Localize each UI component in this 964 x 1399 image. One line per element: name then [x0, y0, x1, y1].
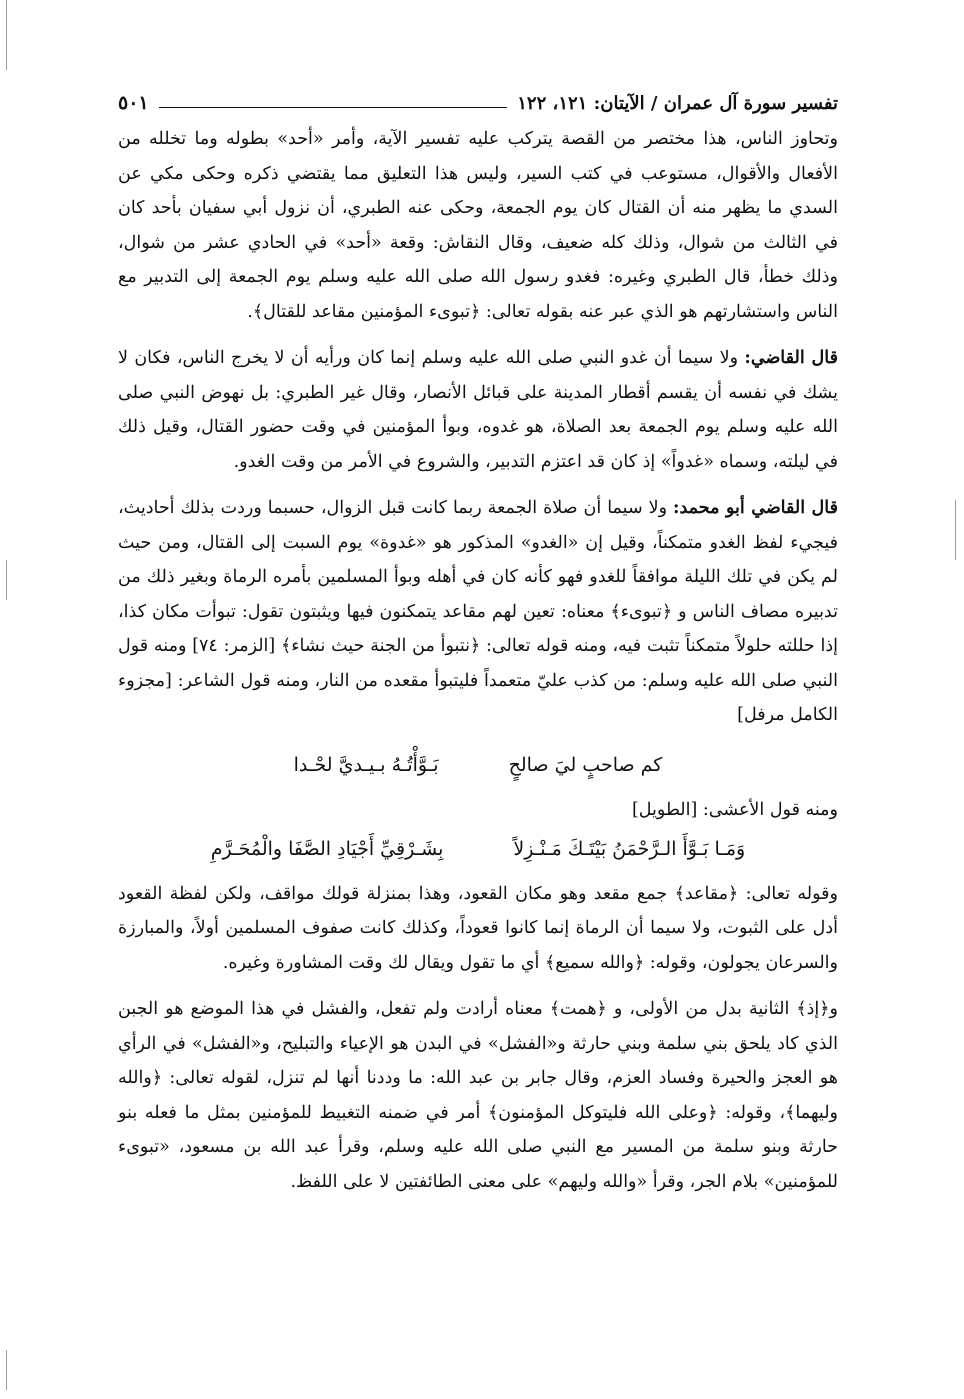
paragraph: [118, 877, 838, 981]
verse-second-hemistich: بَـوَّأْتُـهُ بـيـديَّ لحْـدا: [293, 753, 439, 776]
meter-note: ومنه قول الأعشى: [الطويل]: [631, 799, 838, 820]
paragraph-lead: قال القاضي أبو محمد:: [673, 498, 838, 518]
paragraph-text: وقوله تعالى: ﴿مقاعد﴾ جمع مقعد وهو مكان القعود، وهذا بمنزلة قولك مواقف، ولكن لفظة القعود أدل على الثبوت، ولا سيما أن الرماة إنما كانوا قعوداً، وكذلك كانت صفوف المسلمين أولاً، والمبارزة والسرعان يجولون، وقوله: ﴿والله سميع﴾ أي ما تقول ويقال لك وقت المشاورة وغيره.: [118, 883, 838, 973]
scan-edge-mark: [955, 500, 956, 560]
verse-first-hemistich: كم صاحبٍ ليَ صالحٍ: [508, 753, 663, 776]
scan-edge-mark: [6, 0, 7, 70]
poetry-verse: [118, 827, 838, 871]
paragraph-text: ولا سيما أن غدو النبي صلى الله عليه وسلم إنما كان ورأيه أن لا يخرج الناس، فكان لا يشك في نفسه أن يقسم أقطار المدينة على قبائل الأنصار، وقال غير الطبري: بل نهوض النبي صلى الله عليه وسلم يوم الجمعة بعد الصلاة، هو غدوه، وبوأ المؤمنين في وقت حضور القتال، وقيل ذلك في ليلته، وسماه «غدواً» إذ كان قد اعتزم التدبير، والشروع في الأمر من وقت الغدو.: [118, 348, 838, 472]
verse-second-hemistich: بِشَـرْقِيِّ أَجْيَادِ الصَّفَا والْمُحَـرَّمِ: [210, 837, 444, 860]
paragraph: [118, 341, 838, 479]
scan-edge-mark: [6, 560, 7, 600]
paragraph: [118, 122, 838, 329]
paragraph: [118, 491, 838, 733]
paragraph-text: وتحاوز الناس، هذا مختصر من القصة يترکب عليه تفسير الآية، وأمر «أحد» بطوله وما تخلله من الأفعال والأقوال، مستوعب في كتب السير، وليس هذا التعليق مما يقتضي ذكره وحكى مكي عن السدي ما يظهر منه أن القتال كان يوم الجمعة، وحكى عنه الطبري، أن نزول أبي سفيان بأحد كان في الثالث من شوال، وذلك كله ضعيف، وقال النقاش: وقعة «أحد» في الحادي عشر من شوال، وذلك خطأ، قال الطبري وغيره: فغدو رسول الله صلى الله عليه وسلم يوم الجمعة إلى التدبير مع الناس واستشارتهم هو الذي عبر عنه بقوله تعالى: ﴿تبوىء المؤمنين مقاعد للقتال﴾.: [118, 129, 838, 322]
paragraph: [118, 992, 838, 1199]
book-page: [118, 86, 838, 1199]
paragraph-lead: قال القاضي:: [744, 348, 838, 368]
poetry-verse: [118, 743, 838, 787]
header-title: تفسير سورة آل عمران / الآيتان: ١٢١، ١٢٢: [517, 92, 838, 114]
running-header: [118, 86, 838, 120]
verse-first-hemistich: وَمَـا بَـوَّأَ الـرَّحْمَنُ بَيْتَـكَ مَـنْـزِلاً: [513, 837, 746, 860]
paragraph-text: و﴿إذ﴾ الثانية بدل من الأولى، و ﴿همت﴾ معناه أرادت ولم تفعل، والفشل في هذا الموضع هو الجبن الذي كاد يلحق بني سلمة وبني حارثة و«الفشل» في البدن هو الإعياء والتبليح، و«الفشل» في الرأي هو العجز والحيرة وفساد العزم، وقال جابر بن عبد الله: ما وددنا أنها لم تنزل، لقوله تعالى: ﴿والله وليهما﴾، وقوله: ﴿وعلى الله فليتوكل المؤمنون﴾ أمر في ضمنه التغبيط للمؤمنين بمثل ما فعله بنو حارثة وبنو سلمة من المسير مع النبي صلى الله عليه وسلم، وقرأ عبد الله بن مسعود، «تبوىء للمؤمنين» بلام الجر، وقرأ «والله وليهم» على معنى الطائفتين لا على اللفظ.: [118, 999, 838, 1192]
page-number: ٥٠١: [118, 92, 149, 114]
paragraph-text: ولا سيما أن صلاة الجمعة ربما كانت قبل الزوال، حسبما وردت بذلك أحاديث، فيجيء لفظ الغدو متمكناً، وقيل إن «الغدو» المذكور هو «غدوة» يوم السبت إلى القتال، ومن حيث لم يكن في تلك الليلة موافقاً للغدو فهو كأنه كان في أهله وبوأ المسلمين بأمره الرماة وبغير ذلك من تدبيره مصاف الناس و ﴿تبوىء﴾ معناه: تعين لهم مقاعد يتمكنون فيها ويثبتون تقول: تبوأت مكان كذا، إذا حللته حلولاً متمكناً تثبت فيه، ومنه قوله تعالى: ﴿نتبوأ من الجنة حيث نشاء﴾ [الزمر: ٧٤] ومنه قول النبي صلى الله عليه وسلم: من كذب عليّ متعمداً فليتبوأ مقعده من النار، ومنه قول الشاعر: [مجزوء الكامل مرفل]: [118, 498, 839, 725]
header-rule: [159, 107, 508, 108]
scan-edge-mark: [6, 1350, 7, 1390]
